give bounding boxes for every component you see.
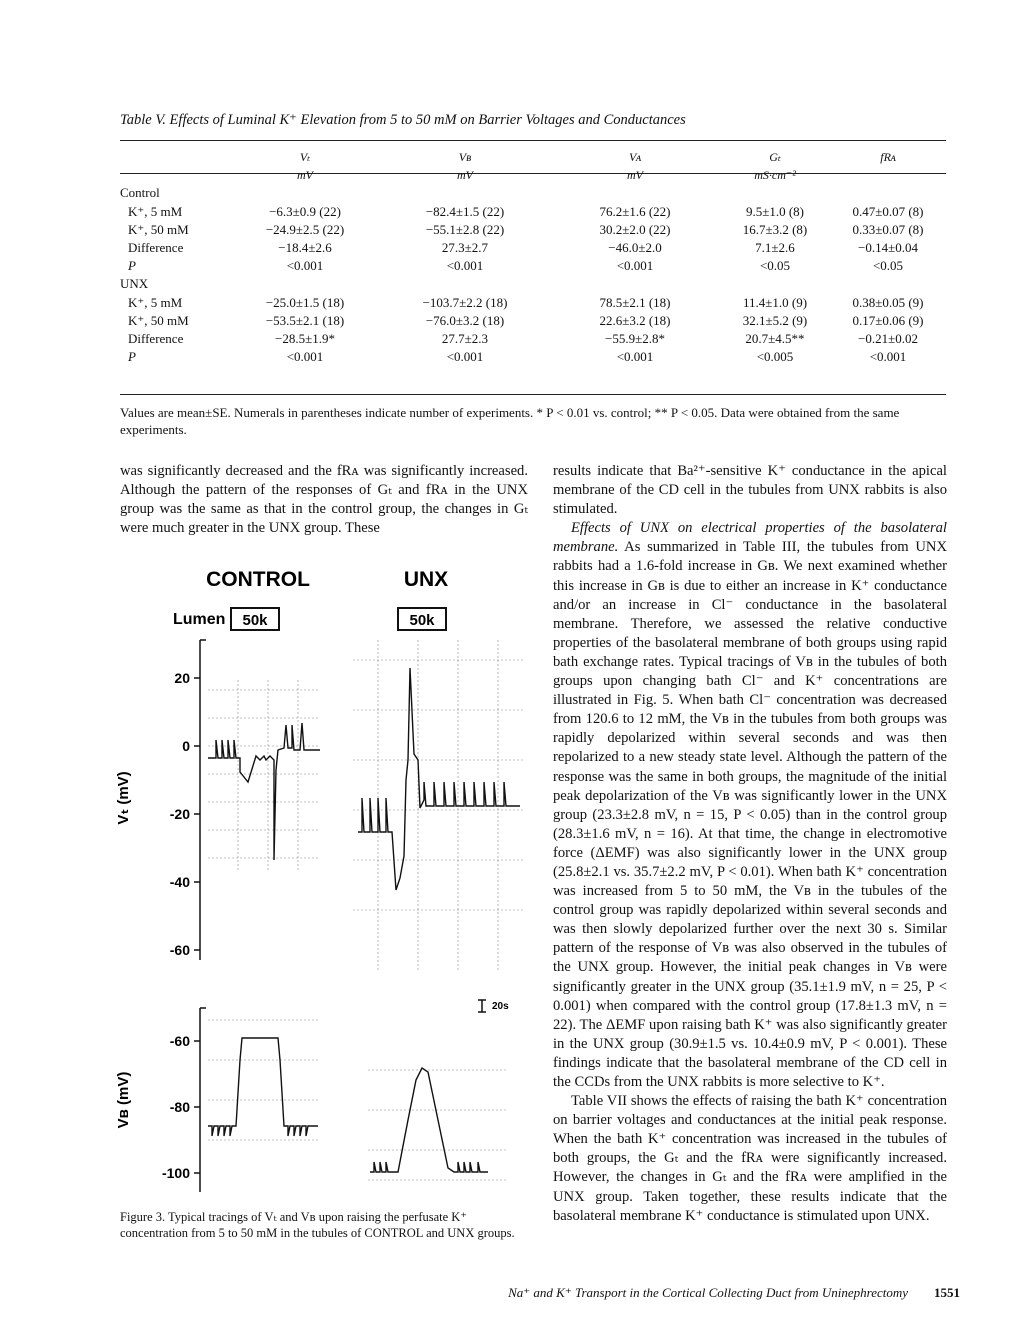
column-unit — [830, 166, 946, 184]
row-label: P — [128, 258, 136, 274]
table-row — [120, 203, 946, 221]
right-paragraph-1: results indicate that Ba²⁺-sensitive K⁺ conductance in the apical membrane of the CD cell in the tubules from UNX rabbits is also stimulated. — [553, 463, 947, 518]
table-cell: <0.001 — [446, 258, 484, 274]
table-cell: −55.1±2.8 (22) — [425, 221, 505, 237]
table-cell: −46.0±2.0 — [608, 240, 662, 256]
row-label: K⁺, 50 mM — [128, 221, 189, 237]
table-cell: −25.0±1.5 (18) — [265, 294, 345, 310]
table-cell: 32.1±5.2 (9) — [742, 312, 808, 328]
table-top-rule — [120, 140, 946, 141]
table-cell: 7.1±2.6 — [755, 240, 795, 256]
row-label: Difference — [128, 240, 184, 256]
axis-tick-label: -60 — [169, 942, 190, 958]
column-header — [120, 148, 230, 166]
row-label: K⁺, 50 mM — [128, 312, 189, 328]
vt-trace-unx — [358, 668, 520, 890]
table-cell: −6.3±0.9 (22) — [269, 203, 341, 219]
section-label: UNX — [120, 276, 149, 292]
table-header-row — [120, 148, 946, 166]
vb-trace-control — [208, 1038, 318, 1136]
table-units-row — [120, 166, 946, 184]
table-row — [120, 312, 946, 330]
axis-tick-label: -100 — [161, 1165, 190, 1181]
table-cell: 9.5±1.0 (8) — [745, 203, 805, 219]
table-cell: 0.47±0.07 (8) — [852, 203, 924, 219]
table-cell: 20.7±4.5** — [745, 331, 805, 347]
column-header: Vᴀ — [628, 150, 642, 164]
vt-grid-control — [208, 680, 320, 870]
table-row — [120, 239, 946, 257]
column-header: Vʙ — [458, 150, 472, 164]
table-cell: 0.38±0.05 (9) — [852, 294, 924, 310]
table-cell: 11.4±1.0 (9) — [742, 294, 808, 310]
vb-axis — [115, 1008, 206, 1192]
column-unit — [120, 166, 230, 184]
table-row — [120, 294, 946, 312]
table-row — [120, 275, 946, 293]
resistance-label-right: 50k — [409, 612, 435, 629]
table-row — [120, 330, 946, 348]
table-cell: −103.7±2.2 (18) — [422, 294, 508, 310]
column-header: Vₜ — [299, 150, 311, 164]
section-label: Control — [120, 185, 160, 201]
table-cell: 27.7±2.3 — [441, 331, 489, 347]
table-cell: <0.001 — [446, 349, 484, 365]
table-cell: −28.5±1.9* — [275, 331, 335, 347]
column-unit: mV — [457, 168, 473, 183]
column-unit: mV — [627, 168, 643, 183]
axis-tick-label: -40 — [169, 874, 190, 890]
right-paragraph-2 — [553, 519, 947, 1092]
left-paragraph: was significantly decreased and the fRᴀ was significantly increased. Although the pattern of the responses of Gₜ and fRᴀ in the UNX group was the same as that in the control group, the changes in Gₜ were much greater in the UNX group. These — [120, 463, 528, 537]
axis-tick-label: 20 — [174, 670, 190, 686]
table-caption: Table V. Effects of Luminal K⁺ Elevation from 5 to 50 mM on Barrier Voltages and Conductances — [120, 112, 686, 128]
table-cell: −55.9±2.8* — [605, 331, 665, 347]
table-cell: −0.21±0.02 — [858, 331, 918, 347]
table-bottom-rule — [120, 394, 946, 395]
table-cell: <0.005 — [756, 349, 794, 365]
table-cell: 78.5±2.1 (18) — [599, 294, 671, 310]
axis-tick-label: -80 — [169, 1099, 190, 1115]
table-row — [120, 257, 946, 275]
column-unit: mS·cm⁻² — [754, 168, 796, 183]
column-unit: mV — [297, 168, 313, 183]
table-cell: 16.7±3.2 (8) — [742, 221, 808, 237]
table-cell: <0.001 — [286, 258, 324, 274]
table-cell: <0.05 — [872, 258, 904, 274]
axis-tick-label: -20 — [169, 806, 190, 822]
table-row — [120, 348, 946, 366]
running-footer — [508, 1285, 960, 1301]
table-cell: 0.33±0.07 (8) — [852, 221, 924, 237]
table-cell: <0.001 — [869, 349, 907, 365]
figure-caption: Figure 3. Typical tracings of Vₜ and Vʙ upon raising the perfusate K⁺ concentration from 5 to 50 mM in the tubules of CONTROL and UNX groups. — [120, 1210, 515, 1240]
page-number: 1551 — [934, 1285, 960, 1300]
table-cell: −82.4±1.5 (22) — [425, 203, 505, 219]
vt-trace-control — [208, 723, 320, 860]
right-paragraph-3: Table VII shows the effects of raising the bath K⁺ concentration on barrier voltages and conductances at the initial peak response. When the bath K⁺ concentration was increased in the tubules of both groups, the Gₜ and the fRᴀ were significantly increased. However, the changes in Gₜ and the fRᴀ were amplified in the UNX group. Taken together, these results indicate that the basolateral membrane K⁺ conductance is stimulated upon UNX. — [553, 1093, 947, 1224]
vb-axis-label: Vʙ (mV) — [115, 1071, 132, 1129]
row-label: Difference — [128, 331, 184, 347]
vb-grid-unx — [368, 1070, 508, 1180]
figure-3 — [108, 560, 538, 1208]
table-cell: −24.9±2.5 (22) — [265, 221, 345, 237]
vt-axis-label: Vₜ (mV) — [115, 771, 132, 825]
table-footnote: Values are mean±SE. Numerals in parentheses indicate number of experiments. * P < 0.01 vs. control; ** P < 0.05. Data were obtained from the same experiments. — [120, 405, 900, 437]
table-cell: <0.001 — [616, 258, 654, 274]
data-table — [120, 148, 946, 366]
table-cell: −53.5±2.1 (18) — [265, 312, 345, 328]
vb-trace-unx — [370, 1068, 488, 1172]
row-label: K⁺, 5 mM — [128, 294, 183, 310]
figure-label-control: CONTROL — [206, 568, 310, 591]
table-cell: 76.2±1.6 (22) — [599, 203, 671, 219]
table-cell: 22.6±3.2 (18) — [599, 312, 671, 328]
table-cell: −18.4±2.6 — [278, 240, 332, 256]
table-cell: <0.05 — [759, 258, 791, 274]
table-cell: 30.2±2.0 (22) — [599, 221, 671, 237]
figure-label-lumen: Lumen — [173, 611, 226, 628]
table-cell: −0.14±0.04 — [858, 240, 918, 256]
table-cell: 0.17±0.06 (9) — [852, 312, 924, 328]
table-cell: <0.001 — [286, 349, 324, 365]
table-row — [120, 221, 946, 239]
section-heading-basolateral: Effects of UNX on electrical properties of the basolateral membrane. — [553, 520, 947, 556]
time-scale-bar — [478, 1000, 509, 1012]
table-row — [120, 184, 946, 202]
column-header: Gₜ — [769, 150, 781, 164]
column-header: fRᴀ — [880, 150, 896, 164]
row-label: P — [128, 349, 136, 365]
table-cell: 27.3±2.7 — [441, 240, 489, 256]
right-paragraph-2-body: As summarized in Table III, the tubules from UNX rabbits had a 1.6-fold increase in Gʙ. We next examined whether this increase in Gʙ is due to either an increase in K⁺ conductance and/or an increase in Cl⁻ conductance in the basolateral membrane. Therefore, we assessed the relative conductive properties of the basolateral membrane of both groups using rapid bath exchange rates. Typical tracings of Vʙ in the tubules of both groups upon changing bath Cl⁻ and K⁺ concentrations are illustrated in Fig. 5. When bath Cl⁻ concentration was decreased from 120.6 to 12 mM, the Vʙ in the tubules from both groups was rapidly depolarized within several seconds and was then repolarized to a new steady state level. Although the pattern of the response was the same in both groups, the magnitude of the initial peak depolarization of the Vʙ was significantly lower in the UNX group (23.3±2.8 mV, n = 15, P < 0.05) than in the control group (28.3±1.6 mV, n = 16). At that time, the change in electromotive force (ΔEMF) was also significantly lower in the UNX group (25.8±2.1 vs. 35.7±2.2 mV, P < 0.01). When bath K⁺ concentration was increased from 5 to 50 mM, the Vʙ in the tubules of the control group was rapidly depolarized within several seconds and was then slowly depolarized further over the next 30 s. Similar pattern of the response of Vʙ was also observed in the tubules of the UNX group. However, the initial peak changes in Vʙ were significantly greater in the UNX group (35.1±1.9 mV, n = 25, P < 0.001) when compared with the control group (17.8±1.3 mV, n = 22). The ΔEMF upon raising bath K⁺ was also significantly greater in the UNX group (30.9±1.5 vs. 10.4±0.9 mV, P < 0.001). These findings indicate that the basolateral membrane of the CD cell in the CCDs from the UNX rabbits is more selective to K⁺. — [553, 539, 947, 1090]
axis-tick-label: 0 — [182, 738, 190, 754]
time-scale-label: 20s — [492, 1001, 509, 1012]
row-label: K⁺, 5 mM — [128, 203, 183, 219]
left-column-text — [120, 462, 528, 538]
figure-label-unx: UNX — [403, 568, 449, 591]
vt-axis — [115, 640, 206, 960]
running-title: Na⁺ and K⁺ Transport in the Cortical Collecting Duct from Uninephrectomy — [508, 1285, 908, 1300]
right-column-text — [553, 462, 947, 1226]
axis-tick-label: -60 — [169, 1033, 190, 1049]
table-cell: <0.001 — [616, 349, 654, 365]
resistance-label-left: 50k — [242, 612, 268, 629]
table-cell: −76.0±3.2 (18) — [425, 312, 505, 328]
